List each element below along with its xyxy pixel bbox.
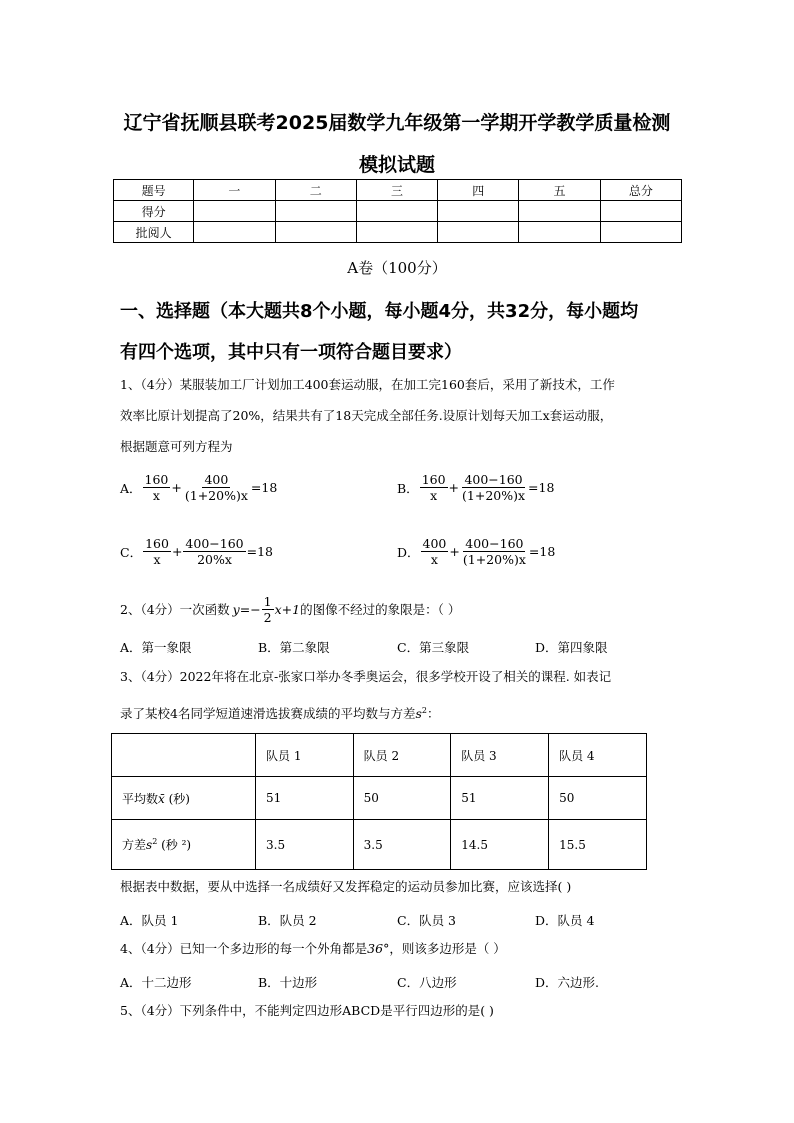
document-title-line2: 模拟试题 [358,154,435,176]
stats-row-variance [112,820,647,870]
q1-text-line3: 根据题意可列方程为 [120,439,233,454]
q4-option-d[interactable]: D．六边形. [535,975,599,990]
q3-option-d[interactable]: D．队员 4 [535,913,595,928]
variance-symbol: s [146,838,153,852]
mean-label: 平均数 [122,791,159,806]
stats-header-cell: 队员 1 [256,734,354,777]
q4-prefix: 4、（4分）已知一个多边形的每一个外角都是 [120,941,368,956]
score-cell[interactable] [356,201,437,222]
numerator: 160 [145,536,169,551]
stats-cell: 3.5 [256,820,354,870]
q5-text: 5、（4分）下列条件中，不能判定四边形ABCD是平行四边形的是( ) [120,1003,494,1018]
denominator: 2 [263,610,272,625]
q1-text-line1: 1、（4分）某服装加工厂计划加工400套运动服，在加工完160套后，采用了新技术，工作 [120,377,615,392]
score-cell[interactable] [600,201,681,222]
q3-option-a[interactable]: A．队员 1 [120,913,179,928]
stats-cell: 50 [353,777,451,820]
denominator: 20%x [197,552,232,567]
stats-row-mean [112,777,647,820]
q2-var-y: y [232,601,240,617]
numerator: 160 [144,472,169,487]
superscript: 2 [421,706,427,715]
fraction [420,472,448,503]
equation-rhs: =18 [528,544,556,559]
option-label: D． [397,544,420,560]
score-cell[interactable] [438,201,519,222]
stats-cell: 15.5 [549,820,647,870]
score-header-cell: 二 [275,180,356,201]
denominator: (1+20%)x [462,552,526,567]
q4-option-b[interactable]: B．十边形 [258,975,318,990]
numerator: 400−160 [464,472,523,487]
q3-text-line3: 根据表中数据，要从中选择一名成绩好又发挥稳定的运动员参加比赛，应该选择( ) [120,879,572,894]
q1-option-b[interactable] [397,472,554,503]
document-title-line1: 辽宁省抚顺县联考2025届数学九年级第一学期开学教学质量检测 [123,112,671,134]
q4-text [120,942,506,956]
score-table-row [114,222,682,243]
q2-eq-sign: =− [239,601,261,617]
fraction [461,536,528,567]
score-row-label: 批阅人 [114,222,194,243]
score-cell[interactable] [438,222,519,243]
unit: (秒) [164,791,190,806]
score-cell[interactable] [194,201,275,222]
score-header-cell: 题号 [114,180,194,201]
numerator: 160 [421,472,446,487]
stats-cell: 51 [256,777,354,820]
denominator: (1+20%)x [184,488,248,503]
score-cell[interactable] [275,222,356,243]
q3-text-line1: 3、（4分）2022年将在北京-张家口举办冬季奥运会，很多学校开设了相关的课程. 如表记 [120,669,612,684]
stats-row-label [112,820,256,870]
score-header-cell: 总分 [600,180,681,201]
q2-tail: x+1 [274,601,301,617]
numerator: 400−160 [465,536,524,551]
stats-header-cell: 队员 3 [451,734,549,777]
q1-option-d[interactable] [397,536,555,567]
variance-label: 方差 [122,838,147,852]
stats-cell: 14.5 [451,820,549,870]
equation-rhs: =18 [250,480,278,495]
equation-rhs: =18 [246,544,274,559]
athlete-stats-table [111,733,647,870]
option-label: C． [120,544,143,560]
plus-sign: + [171,480,182,495]
denominator: x [152,488,160,503]
denominator: x [430,552,438,567]
q1-option-a[interactable] [120,472,277,503]
q4-suffix: ，则该多边形是（ ） [389,941,506,956]
denominator: x [430,488,438,503]
volume-heading: A卷（100分） [347,259,447,277]
q4-angle: 36° [367,941,390,956]
q3-line2-text: 录了某校4名同学短道速滑选拔赛成绩的平均数与方差 [120,706,416,722]
score-table [113,179,682,243]
q3-option-b[interactable]: B．队员 2 [258,913,317,928]
option-label: B． [397,480,419,496]
q2-text [120,594,460,625]
section-heading-line1: 一、选择题（本大题共8个小题，每小题4分，共32分，每小题均 [120,301,639,322]
q1-option-c[interactable] [120,536,273,567]
q2-option-c[interactable]: C．第三象限 [397,640,470,655]
score-cell[interactable] [600,222,681,243]
plus-sign: + [171,544,183,559]
q4-option-a[interactable]: A．十二边形 [120,975,192,990]
numerator: 1 [263,594,272,609]
section-heading-line2: 有四个选项，其中只有一项符合题目要求） [120,342,462,363]
q3-option-c[interactable]: C．队员 3 [397,913,456,928]
q4-option-c[interactable]: C．八边形 [397,975,457,990]
score-header-cell: 五 [519,180,600,201]
stats-cell: 50 [549,777,647,820]
score-cell[interactable] [519,201,600,222]
equation-rhs: =18 [528,480,555,495]
fraction [421,536,449,567]
q3-text-line2 [120,704,440,721]
numerator: 400−160 [185,536,244,551]
score-table-header-row [114,180,682,201]
score-header-cell: 一 [194,180,275,201]
q2-option-d[interactable]: D．第四象限 [535,640,608,655]
numerator: 400 [422,536,447,551]
q1-text-line2: 效率比原计划提高了20%，结果共有了18天完成全部任务.设原计划每天加工x套运动服， [120,408,613,423]
q2-option-a[interactable]: A．第一象限 [120,640,192,655]
stats-cell: 51 [451,777,549,820]
stats-cell: 3.5 [353,820,451,870]
stats-header-cell [112,734,256,777]
fraction [262,594,274,625]
score-cell[interactable] [356,222,437,243]
variance-symbol: s [415,706,422,722]
numerator: 400 [204,472,229,487]
stats-row-label [112,777,256,820]
option-label: A． [120,480,142,496]
fraction [183,472,250,503]
unit: (秒 ²) [157,838,192,852]
score-cell[interactable] [194,222,275,243]
score-header-cell: 三 [356,180,437,201]
q2-prefix: 2、（4分）一次函数 [120,601,230,617]
score-row-label: 得分 [114,201,194,222]
fraction [143,536,171,567]
score-cell[interactable] [275,201,356,222]
plus-sign: + [448,480,460,495]
denominator: (1+20%)x [462,488,526,503]
fraction [183,536,245,567]
plus-sign: + [449,544,460,559]
stats-header-cell: 队员 2 [353,734,451,777]
q2-suffix: 的图像不经过的象限是：（ ） [300,601,461,617]
q2-option-b[interactable]: B．第二象限 [258,640,330,655]
fraction [460,472,527,503]
score-header-cell: 四 [438,180,519,201]
fraction [143,472,171,503]
denominator: x [153,552,161,567]
stats-header-cell: 队员 4 [549,734,647,777]
superscript: 2 [152,837,158,846]
score-table-row [114,201,682,222]
colon: ： [426,706,440,722]
stats-header-row [112,734,647,777]
score-cell[interactable] [519,222,600,243]
xbar-symbol: x̄ [158,791,165,806]
